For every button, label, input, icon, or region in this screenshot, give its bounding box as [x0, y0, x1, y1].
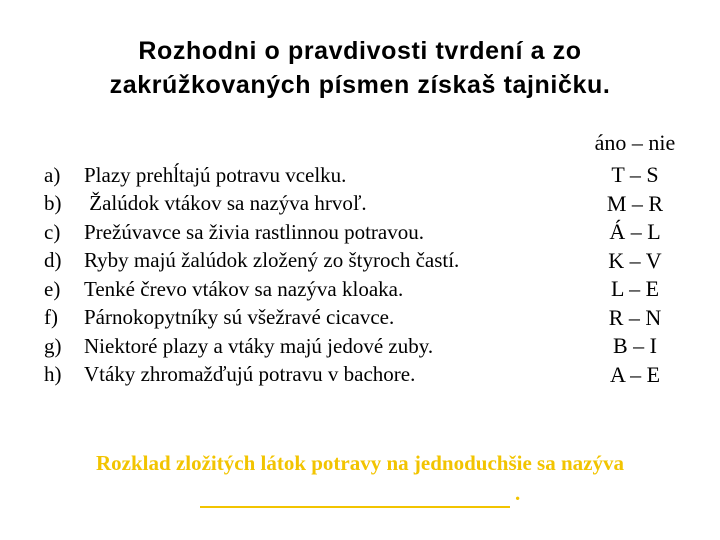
answer-option: A – E [609, 361, 661, 387]
statement-text: Vtáky zhromažďujú potravu v bachore. [84, 362, 416, 387]
answer-option: Á – L [609, 219, 661, 245]
answer-blank-row [0, 478, 720, 508]
answer-option: B – I [613, 333, 657, 359]
statement-text: Plazy prehĺtajú potravu vcelku. [84, 162, 347, 187]
statement-text: Párnokopytníky sú všežravé cicavce. [84, 305, 395, 330]
answer-blank-line [200, 486, 510, 508]
statement-letter: f) [44, 305, 58, 330]
statement-row-f [44, 304, 704, 333]
footer-sentence: Rozklad zložitých látok potravy na jednoduchšie sa nazýva [96, 451, 624, 475]
statement-row-b [44, 190, 704, 219]
statement-list [44, 161, 704, 389]
answers-header: áno – nie [594, 130, 676, 155]
statement-letter: e) [44, 276, 61, 301]
statement-row-c [44, 218, 704, 247]
statement-text: Tenké črevo vtákov sa nazýva kloaka. [84, 276, 404, 301]
title-line-2: zakrúžkovaných písmen získaš tajničku. [109, 71, 611, 99]
statement-text: Žalúdok vtákov sa nazýva hrvoľ. [84, 191, 367, 216]
statement-letter: b) [44, 191, 62, 216]
statement-letter: g) [44, 333, 62, 358]
question-footer [0, 448, 720, 508]
statement-text: Prežúvavce sa živia rastlinnou potravou. [84, 219, 424, 244]
statement-letter: h) [44, 362, 62, 387]
statement-row-g [44, 332, 704, 361]
statement-row-e [44, 275, 704, 304]
answer-option: K – V [608, 247, 662, 273]
statement-text: Ryby majú žalúdok zložený zo štyroch častí. [84, 248, 460, 273]
statement-letter: a) [44, 162, 61, 187]
page-title [0, 34, 720, 102]
title-line-1: Rozhodni o pravdivosti tvrdení a zo [138, 37, 582, 65]
answer-option: L – E [610, 276, 660, 302]
statement-letter: c) [44, 219, 61, 244]
statement-text: Niektoré plazy a vtáky majú jedové zuby. [84, 333, 434, 358]
statement-row-d [44, 247, 704, 276]
statement-row-a [44, 161, 704, 190]
statement-letter: d) [44, 248, 62, 273]
statement-row-h [44, 361, 704, 390]
answer-option: R – N [608, 304, 662, 330]
answer-option: M – R [606, 190, 664, 216]
answer-option: T – S [611, 162, 659, 188]
footer-end-mark: . [515, 481, 521, 505]
